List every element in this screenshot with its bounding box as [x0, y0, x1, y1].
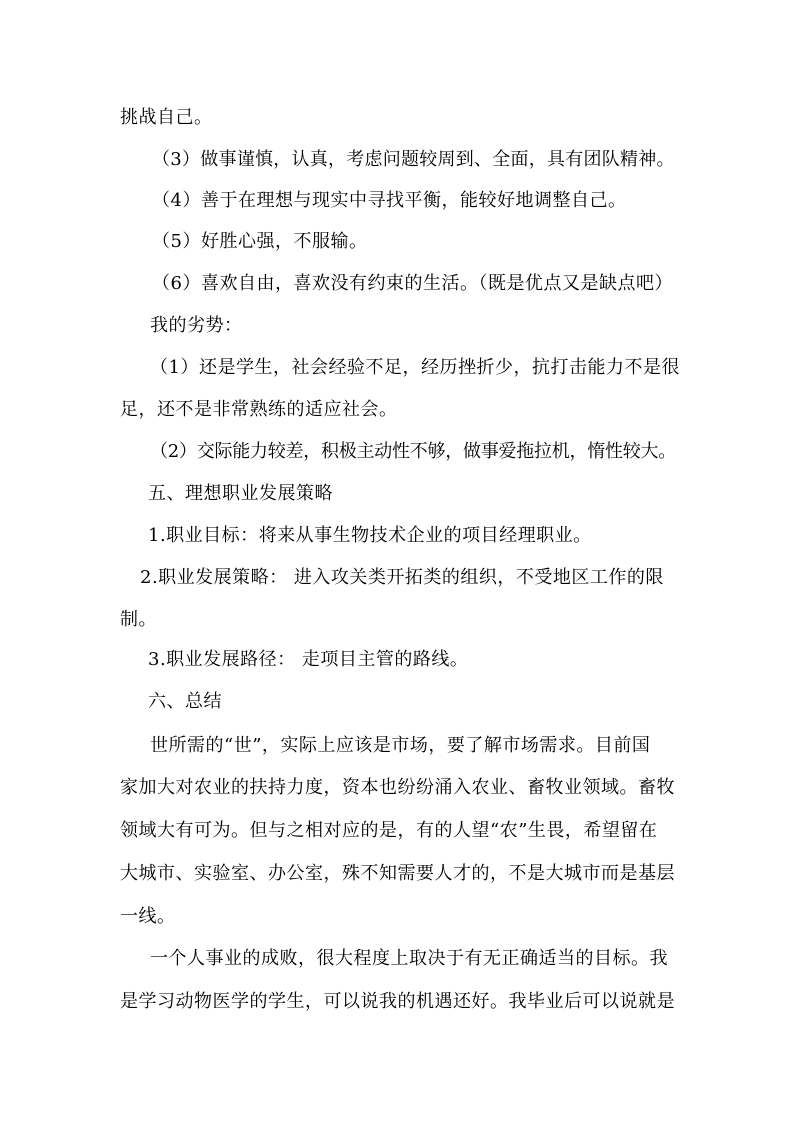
text-line: 足，还不是非常熟练的适应社会。	[120, 399, 398, 420]
section-heading: 我的劣势：	[150, 315, 243, 336]
text-line: 一个人事业的成败，很大程度上取决于有无正确适当的目标。我	[150, 948, 668, 969]
text-line: 领域大有可为。但与之相对应的是，有的人望“农”生畏，希望留在	[120, 820, 658, 841]
text-line: 制。	[120, 609, 157, 630]
text-line: 1.职业目标：将来从事生物技术企业的项目经理职业。	[148, 525, 592, 546]
text-line: 3.职业发展路径： 走项目主管的路线。	[148, 649, 469, 670]
text-line: （1）还是学生，社会经验不足，经历挫折少，抗打击能力不是很	[150, 357, 680, 378]
text-line: （5）好胜心强，不服输。	[152, 231, 368, 252]
text-line: 是学习动物医学的学生，可以说我的机遇还好。我毕业后可以说就是	[120, 991, 675, 1012]
text-line: （4）善于在理想与现实中寻找平衡，能较好地调整自己。	[152, 190, 627, 211]
text-line: 大城市、实验室、办公室，殊不知需要人才的，不是大城市而是基层	[120, 863, 675, 884]
text-line: （2）交际能力较差，积极主动性不够，做事爱拖拉机，惰性较大。	[150, 441, 676, 462]
text-line: 挑战自己。	[120, 107, 213, 128]
text-line: 2.职业发展策略： 进入攻关类开拓类的组织，不受地区工作的限	[140, 567, 664, 588]
text-line: 世所需的“世”，实际上应该是市场，要了解市场需求。目前国	[150, 735, 651, 756]
text-line: （6）喜欢自由，喜欢没有约束的生活。（既是优点又是缺点吧）	[152, 273, 673, 294]
section-heading: 六、总结	[148, 691, 222, 712]
text-line: 一线。	[120, 906, 176, 927]
section-heading: 五、理想职业发展策略	[148, 483, 333, 504]
text-line: 家加大对农业的扶持力度，资本也纷纷涌入农业、畜牧业领域。畜牧	[120, 777, 675, 798]
text-line: （3）做事谨慎，认真，考虑问题较周到、全面，具有团队精神。	[152, 149, 675, 170]
